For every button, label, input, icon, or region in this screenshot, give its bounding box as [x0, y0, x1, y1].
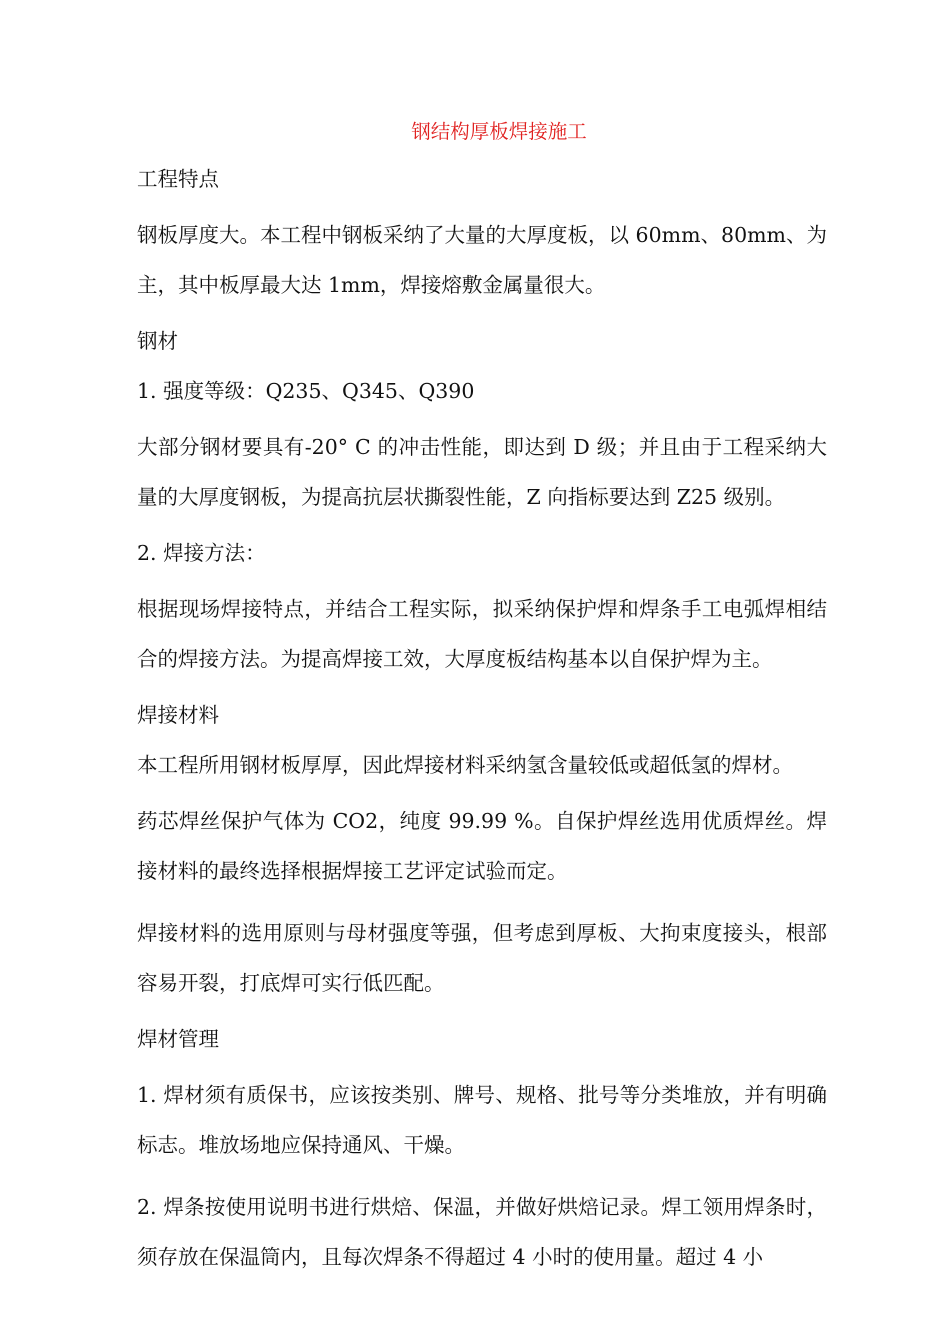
document-title: 钢结构厚板焊接施工 — [411, 120, 587, 143]
section-heading-features: 工程特点 — [137, 167, 219, 191]
paragraph-welding-method: 根据现场焊接特点，并结合工程实际，拟采纳保护焊和焊条手工电弧焊相结合的焊接方法。为提高焊接工效，大厚度板结构基本以自保护焊为主。 — [137, 597, 827, 671]
paragraph-selection-principle: 焊接材料的选用原则与母材强度等强，但考虑到厚板、大拘束度接头，根部容易开裂，打底焊可实行低匹配。 — [137, 921, 827, 995]
list-item-quality-certificate: 1. 焊材须有质保书，应该按类别、牌号、规格、批号等分类堆放，并有明确标志。堆放场地应保持通风、干燥。 — [137, 1083, 827, 1157]
section-heading-welding-materials: 焊接材料 — [137, 703, 219, 727]
paragraph-shielding-gas: 药芯焊丝保护气体为 CO2，纯度 99.99 %。自保护焊丝选用优质焊丝。焊接材料的最终选择根据焊接工艺评定试验而定。 — [137, 809, 827, 883]
list-item-welding-method: 2. 焊接方法： — [137, 541, 266, 565]
section-heading-steel: 钢材 — [137, 329, 178, 353]
document-body — [137, 118, 827, 1294]
paragraph-impact-performance: 大部分钢材要具有-20° C 的冲击性能，即达到 D 级；并且由于工程采纳大量的大厚度钢板，为提高抗层状撕裂性能，Z 向指标要达到 Z25 级别。 — [137, 435, 827, 509]
list-item-electrode-baking: 2. 焊条按使用说明书进行烘焙、保温，并做好烘焙记录。焊工领用焊条时，须存放在保温筒内，且每次焊条不得超过 4 小时的使用量。超过 4 小 — [137, 1195, 827, 1269]
section-heading-material-management: 焊材管理 — [137, 1027, 219, 1051]
paragraph-low-hydrogen: 本工程所用钢材板厚厚，因此焊接材料采纳氢含量较低或超低氢的焊材。 — [137, 753, 793, 777]
paragraph-plate-thickness: 钢板厚度大。本工程中钢板采纳了大量的大厚度板，以 60mm、80mm、为主，其中板厚最大达 1mm，焊接熔敷金属量很大。 — [137, 223, 827, 297]
list-item-strength-grade: 1. 强度等级：Q235、Q345、Q390 — [137, 379, 475, 403]
